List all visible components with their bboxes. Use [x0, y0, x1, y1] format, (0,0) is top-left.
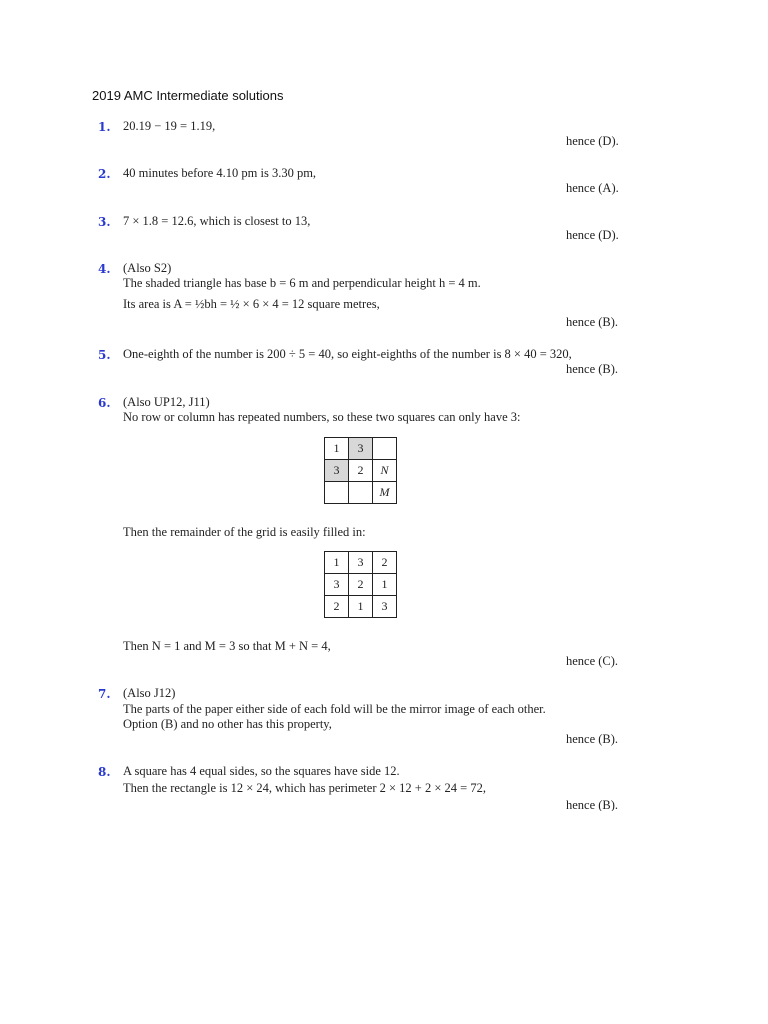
solution-2-answer: hence (A). [566, 181, 619, 195]
grid2-cell: 3 [325, 574, 349, 596]
solution-3-number: 3. [98, 215, 111, 229]
grid2-cell: 1 [373, 574, 397, 596]
solution-1-text: 20.19 − 19 = 1.19, [123, 119, 216, 133]
solution-6-line-3: Then the remainder of the grid is easily filled in: [123, 525, 366, 539]
page-title: 2019 AMC Intermediate solutions [92, 88, 284, 103]
solution-6-line-1: (Also UP12, J11) [123, 395, 210, 409]
grid2-cell: 2 [349, 574, 373, 596]
grid2-cell: 3 [349, 552, 373, 574]
solution-6-number: 6. [98, 396, 111, 410]
grid1-cell [325, 482, 349, 504]
grid1-cell: 2 [349, 460, 373, 482]
solution-8-line-1: A square has 4 equal sides, so the squares have side 12. [123, 764, 400, 778]
grid2-cell: 2 [325, 596, 349, 618]
grid1-cell: 1 [325, 438, 349, 460]
solution-2-text: 40 minutes before 4.10 pm is 3.30 pm, [123, 166, 317, 180]
solution-4-line-1: (Also S2) [123, 261, 172, 275]
partial-grid [324, 437, 397, 504]
solution-3-answer: hence (D). [566, 228, 619, 242]
solution-4-line-3: Its area is A = ½bh = ½ × 6 × 4 = 12 square metres, [123, 297, 380, 311]
solution-8-line-2: Then the rectangle is 12 × 24, which has perimeter 2 × 12 + 2 × 24 = 72, [123, 781, 486, 795]
solution-1-number: 1. [98, 120, 111, 134]
solution-6-line-2: No row or column has repeated numbers, so these two squares can only have 3: [123, 410, 521, 424]
solution-6-answer: hence (C). [566, 654, 619, 668]
grid1-cell-shaded: 3 [325, 460, 349, 482]
grid1-cell: N [373, 460, 397, 482]
clipped-answer-container [560, 795, 640, 811]
solution-4-answer: hence (B). [566, 315, 619, 329]
solution-7-line-3: Option (B) and no other has this property, [123, 717, 332, 731]
grid2-cell: 1 [349, 596, 373, 618]
grid2-cell: 1 [325, 552, 349, 574]
solution-5-number: 5. [98, 348, 111, 362]
solution-8-number: 8. [98, 765, 111, 779]
grid1-cell: M [373, 482, 397, 504]
solution-3-text: 7 × 1.8 = 12.6, which is closest to 13, [123, 214, 311, 228]
solution-4-number: 4. [98, 262, 111, 276]
grid1-cell [373, 438, 397, 460]
solution-5-answer: hence (B). [566, 362, 619, 376]
solution-7-line-1: (Also J12) [123, 686, 176, 700]
solution-7-line-2: The parts of the paper either side of each fold will be the mirror image of each other. [123, 702, 546, 716]
solution-6-line-4: Then N = 1 and M = 3 so that M + N = 4, [123, 639, 331, 653]
grid1-cell-shaded: 3 [349, 438, 373, 460]
grid2-cell: 2 [373, 552, 397, 574]
solution-7-number: 7. [98, 687, 111, 701]
grid1-cell [349, 482, 373, 504]
solution-7-answer: hence (B). [566, 732, 619, 746]
solution-5-text: One-eighth of the number is 200 ÷ 5 = 40, so eight-eighths of the number is 8 × 40 = 320, [123, 347, 572, 361]
solution-2-number: 2. [98, 167, 111, 181]
completed-grid [324, 551, 397, 618]
solution-1-answer: hence (D). [566, 134, 619, 148]
solution-4-line-2: The shaded triangle has base b = 6 m and perpendicular height h = 4 m. [123, 276, 481, 290]
solution-8-answer: hence (B). [566, 798, 619, 811]
grid2-cell: 3 [373, 596, 397, 618]
